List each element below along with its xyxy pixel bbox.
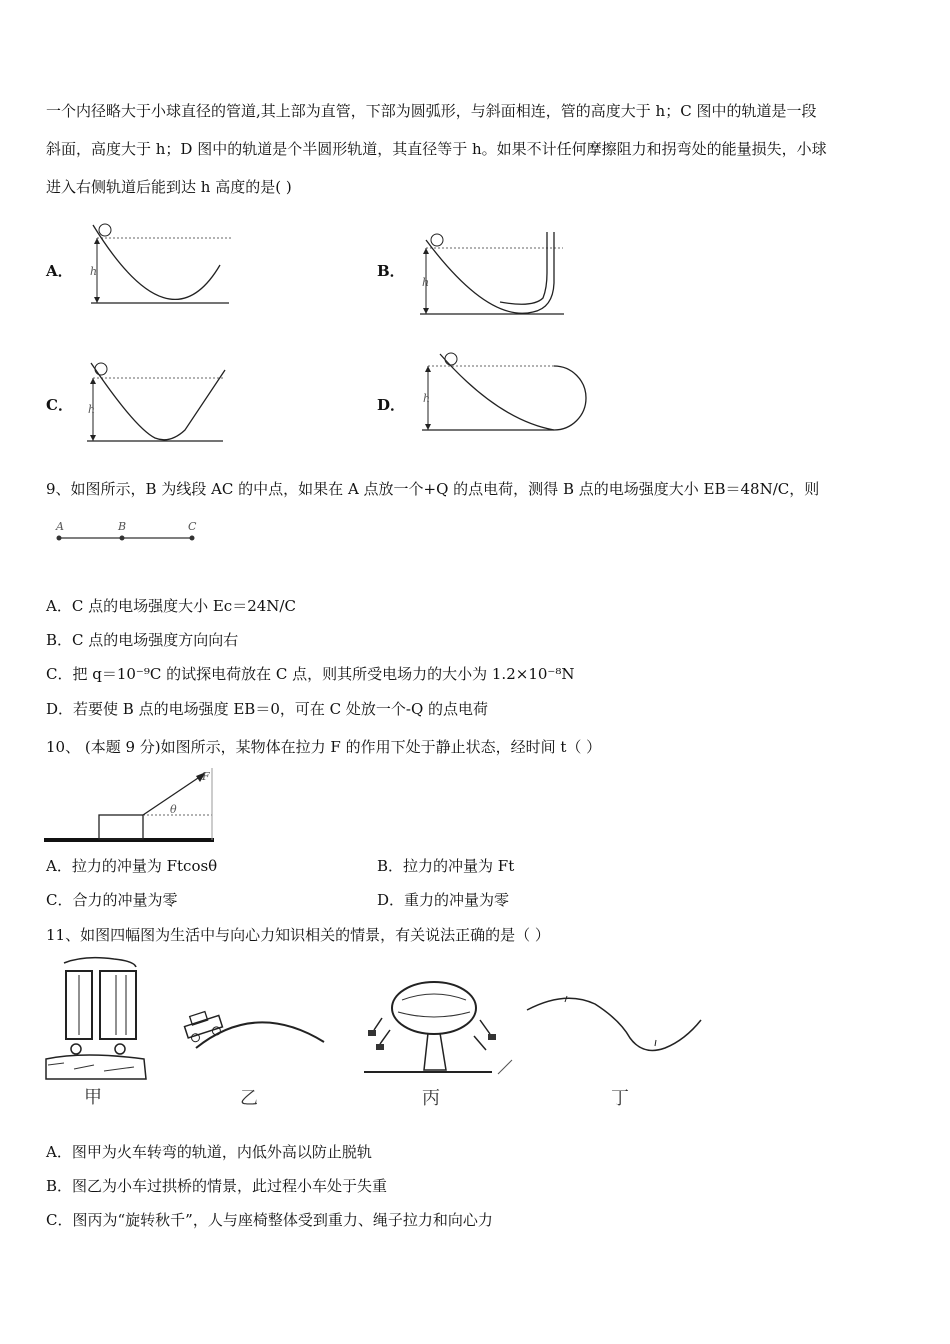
height-label-c: h bbox=[88, 403, 96, 416]
q8-figure-a bbox=[85, 220, 235, 310]
q10-option-d: D．重力的冲量为零 bbox=[377, 891, 510, 909]
q11-figure-yi bbox=[176, 990, 331, 1110]
height-label-b: h bbox=[422, 276, 430, 289]
force-label: F bbox=[202, 770, 210, 783]
q8-line-1: 一个内径略大于小球直径的管道,其上部为直管，下部为圆弧形，与斜面相连，管的高度大于 h；C 图中的轨道是一段 bbox=[46, 102, 817, 120]
angle-label: θ bbox=[170, 803, 177, 816]
caption-jia: 甲 bbox=[84, 1087, 102, 1108]
q11-stem: 11、如图四幅图为生活中与向心力知识相关的情景，有关说法正确的是（ ） bbox=[46, 926, 550, 944]
q8-option-d-label: D． bbox=[377, 396, 406, 414]
q8-line-3: 进入右侧轨道后能到达 h 高度的是( ) bbox=[46, 178, 292, 196]
q9-option-a: A．C 点的电场强度大小 Ec＝24N/C bbox=[46, 597, 296, 615]
q8-option-b-label: B． bbox=[377, 262, 405, 280]
q8-figure-b bbox=[418, 228, 568, 318]
q9-line-figure bbox=[52, 520, 212, 550]
height-label-d: h bbox=[423, 392, 431, 405]
q11-option-a: A．图甲为火车转弯的轨道，内低外高以防止脱轨 bbox=[46, 1143, 372, 1161]
q8-figure-c bbox=[85, 358, 235, 448]
q11-figure-bing bbox=[362, 978, 522, 1113]
q10-force-figure bbox=[44, 768, 234, 848]
q10-option-b: B．拉力的冲量为 Ft bbox=[377, 857, 515, 875]
q8-figure-d bbox=[418, 350, 588, 440]
q10-option-c: C．合力的冲量为零 bbox=[46, 891, 178, 909]
caption-bing: 丙 bbox=[422, 1088, 440, 1109]
q9-option-d: D．若要使 B 点的电场强度 EB＝0，可在 C 处放一个-Q 的点电荷 bbox=[46, 700, 489, 718]
q8-option-c-label: C． bbox=[46, 396, 73, 414]
caption-ding: 丁 bbox=[611, 1088, 629, 1109]
height-label: h bbox=[90, 265, 98, 278]
q9-option-b: B．C 点的电场强度方向向右 bbox=[46, 631, 239, 649]
q9-option-c: C．把 q＝10⁻⁹C 的试探电荷放在 C 点，则其所受电场力的大小为 1.2×10⁻⁸N bbox=[46, 665, 575, 683]
point-a-label: A bbox=[56, 520, 64, 533]
q11-option-c: C．图丙为“旋转秋千”，人与座椅整体受到重力、绳子拉力和向心力 bbox=[46, 1211, 493, 1229]
q8-line-2: 斜面，高度大于 h；D 图中的轨道是个半圆形轨道，其直径等于 h。如果不计任何摩擦阻力和拐弯处的能量损失，小球 bbox=[46, 140, 827, 158]
q8-option-a-label: A． bbox=[46, 262, 73, 280]
point-b-label: B bbox=[118, 520, 127, 533]
q10-option-a: A．拉力的冲量为 Ftcosθ bbox=[46, 857, 218, 875]
q11-option-b: B．图乙为小车过拱桥的情景，此过程小车处于失重 bbox=[46, 1177, 388, 1195]
q11-figure-ding bbox=[525, 990, 705, 1110]
q11-figure-jia bbox=[44, 955, 154, 1110]
q10-stem: 10、 (本题 9 分)如图所示，某物体在拉力 F 的作用下处于静止状态，经时间 t（ ） bbox=[46, 738, 602, 756]
point-c-label: C bbox=[188, 520, 197, 533]
q9-stem: 9、如图所示，B 为线段 AC 的中点，如果在 A 点放一个+Q 的点电荷，测得 B 点的电场强度大小 EB＝48N/C，则 bbox=[46, 480, 820, 498]
caption-yi: 乙 bbox=[240, 1088, 258, 1109]
